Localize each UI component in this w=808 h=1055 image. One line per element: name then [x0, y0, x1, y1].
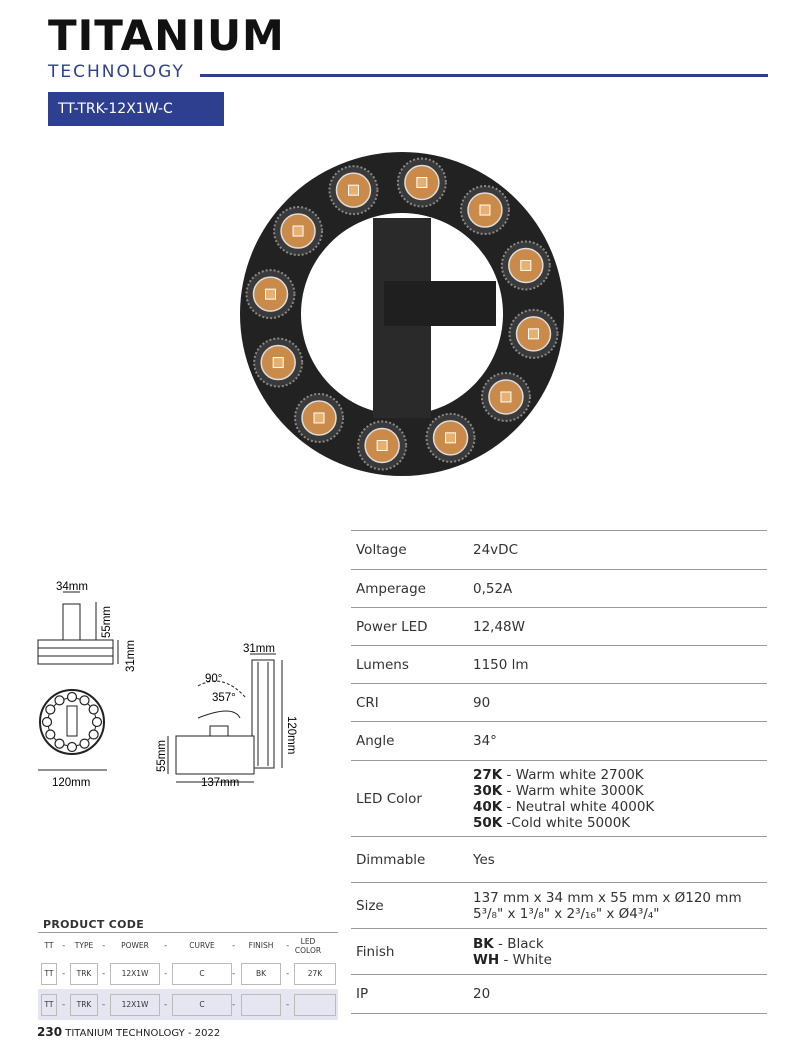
spec-label: Amperage: [356, 580, 426, 597]
pc-header: POWER: [121, 941, 149, 950]
spec-value: [473, 936, 767, 968]
pc-header: TYPE: [74, 941, 94, 950]
led-color-option: 30K - Warm white 3000K: [473, 782, 644, 799]
pc-value: TRK: [70, 994, 98, 1016]
pc-dash: -: [232, 968, 236, 979]
finish-option: BK - Black: [473, 935, 544, 952]
mini-led: [68, 693, 77, 702]
dim-side-length: 137mm: [201, 777, 240, 789]
pc-dash: -: [62, 999, 66, 1010]
pc-dash: -: [164, 940, 168, 951]
spec-value: Yes: [473, 851, 495, 868]
spec-value: 34°: [473, 733, 497, 749]
pc-dash: -: [232, 999, 236, 1010]
pc-value: [294, 994, 336, 1016]
spec-row-cri: [351, 683, 767, 721]
mini-led: [46, 705, 55, 714]
spec-value: 0,52A: [473, 580, 513, 597]
pc-header: CURVE: [189, 941, 215, 950]
dim-tilt: 90°: [205, 673, 223, 685]
footer-text: TITANIUM TECHNOLOGY - 2022: [65, 1028, 221, 1039]
spec-label: Dimmable: [356, 851, 426, 868]
led-module: [358, 422, 406, 470]
led-module: [274, 207, 322, 255]
spec-label: Power LED: [356, 618, 428, 635]
pc-value: C: [172, 994, 232, 1016]
dim-front-height: 55mm: [101, 606, 113, 638]
pc-header: FINISH: [248, 941, 274, 950]
mini-led: [89, 705, 98, 714]
product-photo: [236, 148, 568, 480]
page-number: 230: [37, 1025, 63, 1039]
spec-label: IP: [356, 986, 369, 1002]
spec-row-dimmable: [351, 836, 767, 882]
led-color-option: 50K -Cold white 5000K: [473, 814, 631, 831]
track-adapter-arm: [384, 281, 496, 326]
spec-label: LED Color: [356, 790, 422, 807]
product-code-table: [38, 932, 338, 1020]
size-imperial: 5³/₈" x 1³/₈" x 2³/₁₆" x Ø4³/₄": [473, 905, 660, 922]
dim-front-depth: 31mm: [125, 640, 137, 672]
spec-value: 20: [473, 986, 491, 1002]
led-module: [254, 339, 302, 387]
size-metric: 137 mm x 34 mm x 55 mm x Ø120 mm: [473, 889, 742, 906]
product-code-header: [38, 933, 338, 958]
pc-value: 12X1W: [110, 994, 160, 1016]
led-module: [502, 241, 550, 289]
mini-led: [80, 696, 89, 705]
pc-dash: -: [62, 940, 66, 951]
brand-subtitle: TECHNOLOGY: [48, 62, 185, 82]
model-code-badge: TT-TRK-12X1W-C: [48, 92, 224, 126]
spec-label: CRI: [356, 694, 379, 711]
pc-value: 12X1W: [110, 963, 160, 985]
brand-logo: TITANIUM: [48, 11, 285, 60]
dim-side-height: 120mm: [285, 716, 297, 755]
pc-value: TT: [41, 994, 57, 1016]
mini-led: [68, 743, 77, 752]
led-module: [246, 270, 294, 318]
pc-header: TT: [44, 941, 54, 950]
led-module: [398, 158, 446, 206]
spec-label: Lumens: [356, 656, 409, 673]
mini-led: [89, 730, 98, 739]
spec-label: Finish: [356, 943, 395, 960]
pc-dash: -: [286, 999, 290, 1010]
pc-value: [241, 994, 281, 1016]
spec-value: [473, 767, 767, 831]
pc-dash: -: [286, 940, 290, 951]
spec-row-lumens: [351, 645, 767, 683]
side-dimension-drawing: [148, 638, 308, 792]
front-dimension-drawing: [30, 578, 137, 790]
pc-dash: -: [102, 940, 106, 951]
led-module: [482, 373, 530, 421]
led-color-option: 27K - Warm white 2700K: [473, 766, 644, 783]
spec-row-size: [351, 882, 767, 928]
pc-dash: -: [164, 968, 168, 979]
product-code-title: PRODUCT CODE: [43, 918, 145, 931]
pc-value: C: [172, 963, 232, 985]
spec-row-voltage: [351, 530, 767, 569]
spec-row-led-color: [351, 760, 767, 836]
pc-value: TT: [41, 963, 57, 985]
spec-value: [473, 890, 767, 922]
dim-front-width: 34mm: [56, 581, 88, 593]
page-footer: [37, 1025, 220, 1039]
spec-row-ip: [351, 974, 767, 1014]
dim-diameter: 120mm: [52, 777, 91, 789]
dim-side-top: 31mm: [243, 643, 275, 655]
finish-option: WH - White: [473, 951, 552, 968]
led-module: [295, 394, 343, 442]
spec-row-amperage: [351, 569, 767, 607]
led-module: [427, 414, 475, 462]
mini-led: [55, 739, 64, 748]
spec-label: Voltage: [356, 542, 407, 558]
spec-row-power-led: [351, 607, 767, 645]
mini-led: [93, 718, 102, 727]
spec-value: 1150 lm: [473, 656, 529, 673]
pc-header: LED COLOR: [294, 937, 322, 955]
product-code-row: [38, 958, 338, 989]
pc-dash: -: [164, 999, 168, 1010]
product-code-row: [38, 989, 338, 1020]
spec-label: Angle: [356, 733, 395, 749]
spec-row-angle: [351, 721, 767, 760]
mini-led: [46, 730, 55, 739]
led-module: [461, 186, 509, 234]
spec-label: Size: [356, 897, 384, 914]
dim-side-body-height: 55mm: [156, 740, 168, 772]
led-module: [329, 166, 377, 214]
spec-row-finish: [351, 928, 767, 974]
spec-table: [351, 530, 767, 1014]
led-color-option: 40K - Neutral white 4000K: [473, 798, 655, 815]
mini-led: [55, 696, 64, 705]
spec-value: 90: [473, 694, 491, 711]
pc-value: BK: [241, 963, 281, 985]
pc-value: 27K: [294, 963, 336, 985]
header-rule: [200, 74, 768, 77]
pc-dash: -: [102, 968, 106, 979]
led-module: [510, 310, 558, 358]
pc-value: TRK: [70, 963, 98, 985]
pc-dash: -: [102, 999, 106, 1010]
mini-led: [43, 718, 52, 727]
spec-value: 24vDC: [473, 542, 518, 558]
pc-dash: -: [286, 968, 290, 979]
dim-rotation: 357°: [212, 692, 236, 704]
spec-value: 12,48W: [473, 618, 525, 635]
pc-dash: -: [232, 940, 236, 951]
pc-dash: -: [62, 968, 66, 979]
mini-led: [80, 739, 89, 748]
